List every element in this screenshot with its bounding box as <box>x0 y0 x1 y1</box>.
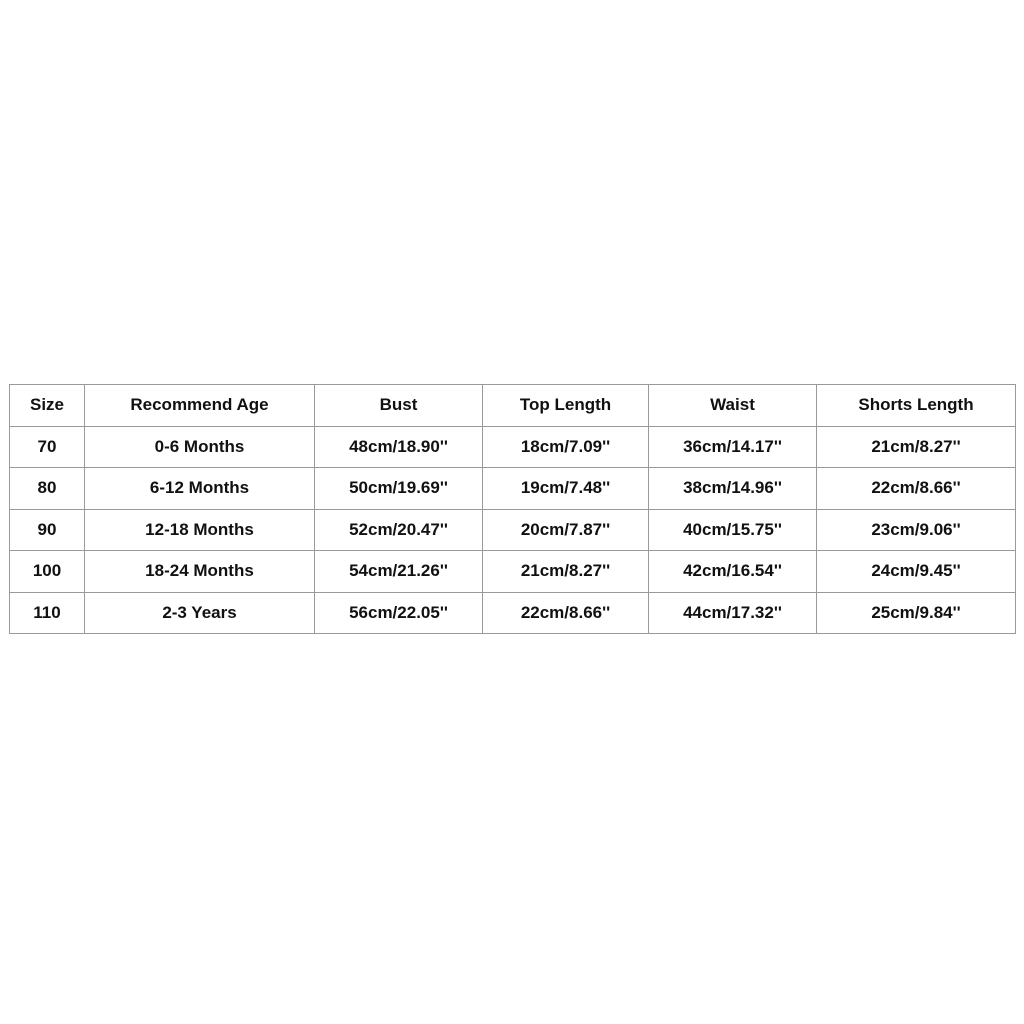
header-size: Size <box>10 385 85 427</box>
header-top-length: Top Length <box>483 385 649 427</box>
cell-waist: 42cm/16.54'' <box>649 551 817 593</box>
cell-recommend-age: 6-12 Months <box>85 468 315 510</box>
cell-bust: 54cm/21.26'' <box>315 551 483 593</box>
cell-shorts-length: 22cm/8.66'' <box>817 468 1016 510</box>
header-recommend-age: Recommend Age <box>85 385 315 427</box>
cell-shorts-length: 25cm/9.84'' <box>817 592 1016 634</box>
cell-bust: 56cm/22.05'' <box>315 592 483 634</box>
cell-size: 110 <box>10 592 85 634</box>
cell-top-length: 18cm/7.09'' <box>483 426 649 468</box>
header-row <box>10 385 1016 427</box>
cell-top-length: 22cm/8.66'' <box>483 592 649 634</box>
cell-recommend-age: 12-18 Months <box>85 509 315 551</box>
cell-shorts-length: 21cm/8.27'' <box>817 426 1016 468</box>
cell-waist: 38cm/14.96'' <box>649 468 817 510</box>
header-bust: Bust <box>315 385 483 427</box>
header-shorts-length: Shorts Length <box>817 385 1016 427</box>
cell-size: 100 <box>10 551 85 593</box>
cell-waist: 44cm/17.32'' <box>649 592 817 634</box>
header-waist: Waist <box>649 385 817 427</box>
cell-recommend-age: 18-24 Months <box>85 551 315 593</box>
cell-top-length: 20cm/7.87'' <box>483 509 649 551</box>
cell-waist: 40cm/15.75'' <box>649 509 817 551</box>
table-row <box>10 551 1016 593</box>
cell-shorts-length: 24cm/9.45'' <box>817 551 1016 593</box>
cell-bust: 50cm/19.69'' <box>315 468 483 510</box>
table-row <box>10 426 1016 468</box>
cell-size: 80 <box>10 468 85 510</box>
cell-recommend-age: 0-6 Months <box>85 426 315 468</box>
size-chart-table <box>9 384 1016 634</box>
cell-top-length: 21cm/8.27'' <box>483 551 649 593</box>
cell-bust: 48cm/18.90'' <box>315 426 483 468</box>
cell-size: 70 <box>10 426 85 468</box>
table-row <box>10 592 1016 634</box>
cell-top-length: 19cm/7.48'' <box>483 468 649 510</box>
cell-waist: 36cm/14.17'' <box>649 426 817 468</box>
table-row <box>10 468 1016 510</box>
table-row <box>10 509 1016 551</box>
cell-size: 90 <box>10 509 85 551</box>
cell-shorts-length: 23cm/9.06'' <box>817 509 1016 551</box>
cell-recommend-age: 2-3 Years <box>85 592 315 634</box>
cell-bust: 52cm/20.47'' <box>315 509 483 551</box>
